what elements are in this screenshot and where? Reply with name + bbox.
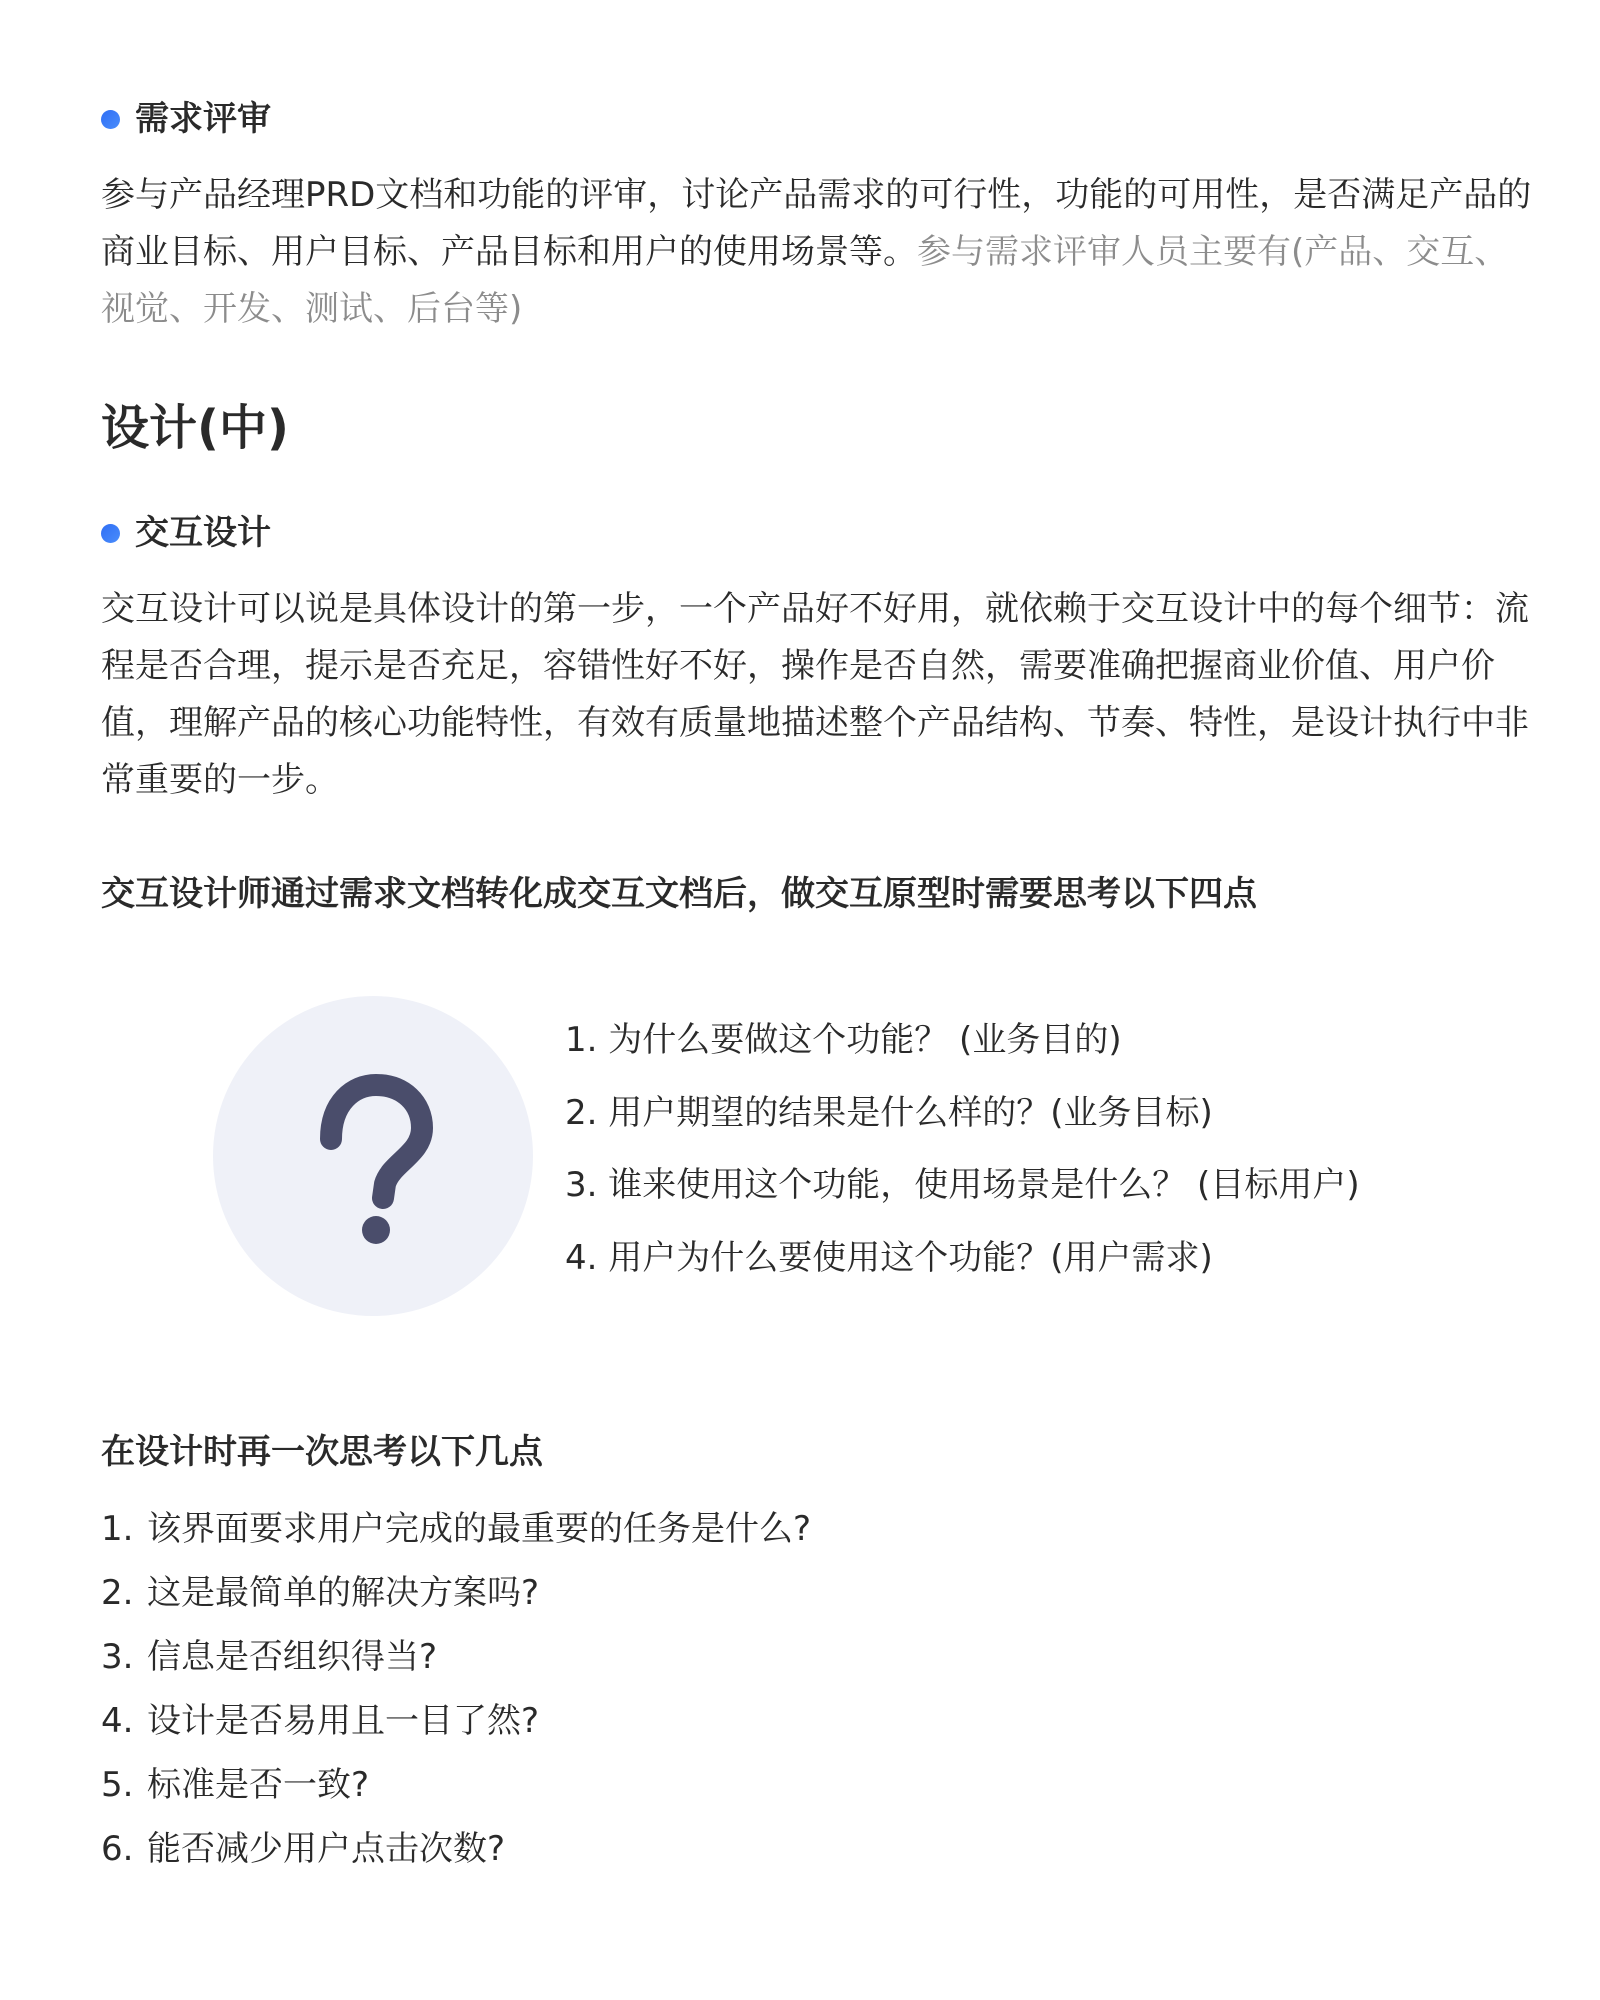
checklist-item xyxy=(101,1635,811,1679)
checklist-item xyxy=(101,1763,811,1807)
requirements-review-paragraph xyxy=(101,167,1541,338)
checklist-text: 信息是否组织得当? xyxy=(147,1637,438,1677)
requirements-review-main-text: 参与产品经理PRD文档和功能的评审，讨论产品需求的可行性，功能的可用性，是否满足产品的商业目标、用户目标、产品目标和用户的使用场景等。 xyxy=(101,175,1532,272)
checklist-number: 1. xyxy=(101,1509,134,1549)
requirements-review-heading-text: 需求评审 xyxy=(135,99,271,139)
checklist-item xyxy=(101,1699,811,1743)
four-questions-list xyxy=(565,1018,1360,1308)
checklist-item xyxy=(101,1507,811,1551)
requirements-review-heading xyxy=(101,99,271,139)
interaction-design-heading-text: 交互设计 xyxy=(135,513,271,553)
checklist-text: 这是最简单的解决方案吗? xyxy=(147,1573,540,1613)
design-section-title: 设计(中) xyxy=(101,400,289,456)
requirements-review-muted-text: 参与需求评审人员主要有(产品、交互、视觉、开发、测试、后台等) xyxy=(101,232,1509,329)
question-item: 1. 为什么要做这个功能？ (业务目的) xyxy=(565,1020,1122,1060)
checklist-item xyxy=(101,1827,811,1871)
interaction-design-paragraph: 交互设计可以说是具体设计的第一步，一个产品好不好用，就依赖于交互设计中的每个细节：流程是否合理，提示是否充足，容错性好不好，操作是否自然，需要准确把握商业价值、用户价值，理解产品的核心功能特性，有效有质量地描述整个产品结构、节奏、特性，是设计执行中非常重要的一步。 xyxy=(101,589,1529,800)
checklist-text: 该界面要求用户完成的最重要的任务是什么? xyxy=(147,1509,812,1549)
bullet-dot-icon xyxy=(101,524,120,543)
question-item: 3. 谁来使用这个功能，使用场景是什么？ (目标用户) xyxy=(565,1165,1360,1205)
checklist-text: 标准是否一致? xyxy=(147,1765,370,1805)
checklist-number: 4. xyxy=(101,1701,134,1741)
design-checklist xyxy=(101,1507,811,1891)
bullet-dot-icon xyxy=(101,110,120,129)
interaction-design-heading xyxy=(101,513,271,553)
checklist-number: 2. xyxy=(101,1573,134,1613)
checklist-number: 3. xyxy=(101,1637,134,1677)
checklist-number: 6. xyxy=(101,1829,134,1869)
checklist-item xyxy=(101,1571,811,1615)
four-points-intro: 交互设计师通过需求文档转化成交互文档后，做交互原型时需要思考以下四点 xyxy=(101,874,1257,914)
question-item: 2. 用户期望的结果是什么样的？(业务目标) xyxy=(565,1092,1213,1133)
checklist-text: 设计是否易用且一目了然? xyxy=(147,1701,540,1741)
question-mark-icon xyxy=(213,996,533,1316)
checklist-text: 能否减少用户点击次数? xyxy=(147,1829,506,1869)
question-item: 4. 用户为什么要使用这个功能？(用户需求) xyxy=(565,1237,1213,1278)
checklist-number: 5. xyxy=(101,1765,134,1805)
rethink-points-heading: 在设计时再一次思考以下几点 xyxy=(101,1432,543,1472)
